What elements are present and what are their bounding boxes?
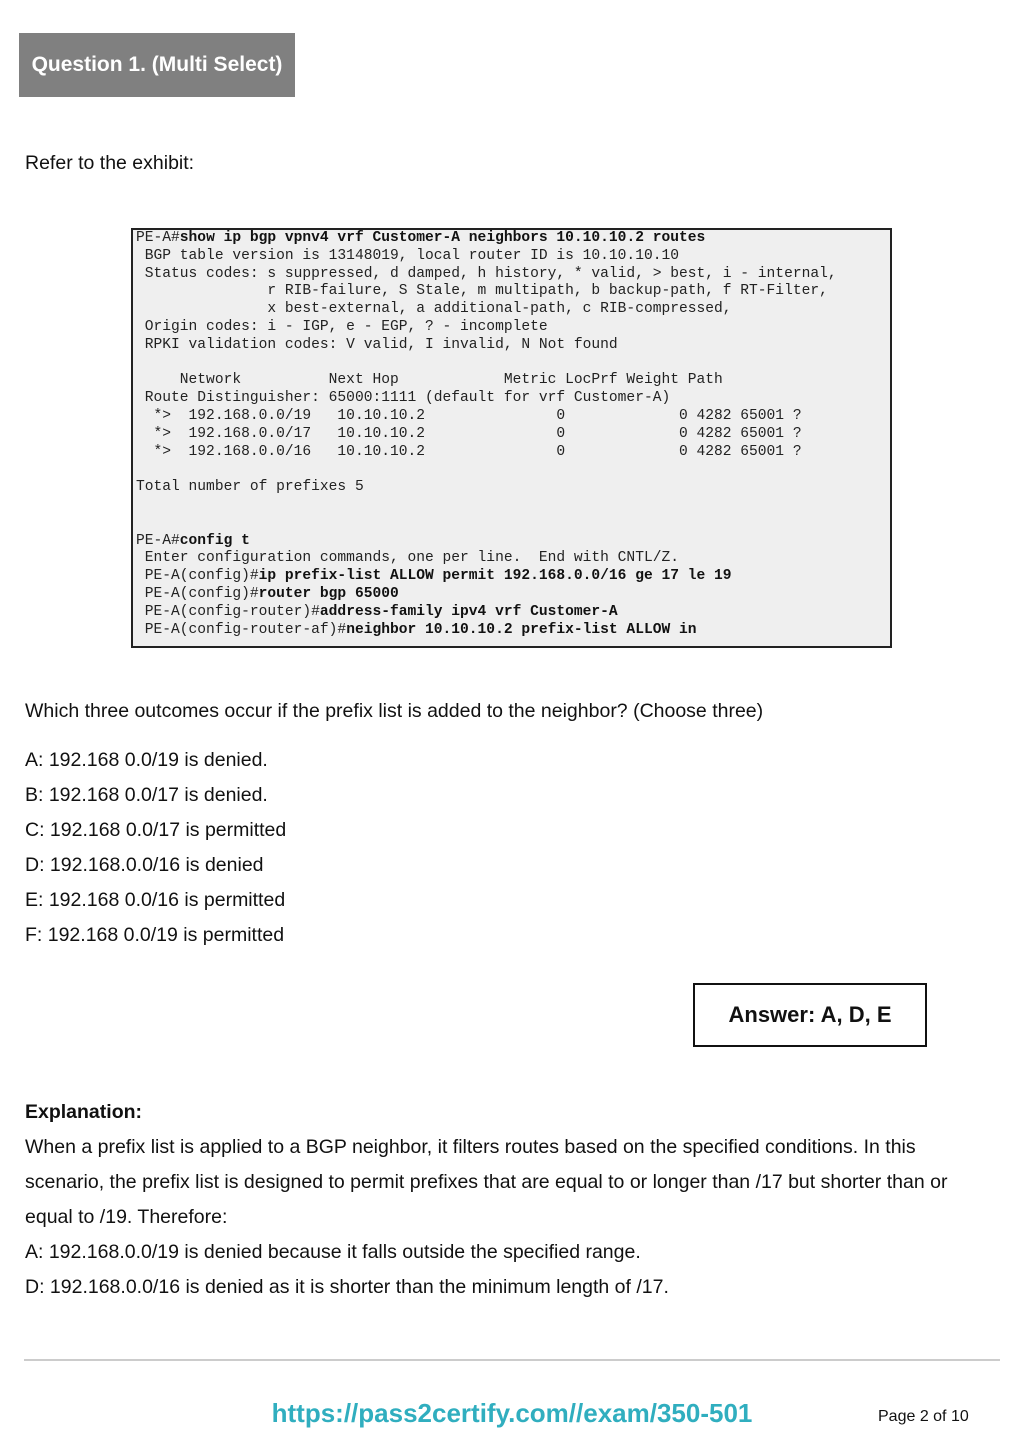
explanation-heading: Explanation: bbox=[25, 1101, 143, 1123]
cli-text: *> 192.168.0.0/16 10.10.10.2 0 0 4282 65001 ? bbox=[136, 443, 802, 460]
exhibit-line bbox=[133, 230, 890, 248]
option-a: A: 192.168 0.0/19 is denied. bbox=[25, 749, 268, 771]
exhibit-line bbox=[133, 533, 890, 551]
exhibit-line bbox=[133, 604, 890, 622]
exhibit-line bbox=[133, 355, 890, 373]
cli-text: Status codes: s suppressed, d damped, h history, * valid, > best, i - internal, bbox=[136, 265, 837, 282]
cli-command: config t bbox=[179, 532, 250, 549]
cli-command: show ip bgp vpnv4 vrf Customer-A neighbors 10.10.10.2 routes bbox=[179, 230, 706, 246]
exhibit-line bbox=[133, 266, 890, 284]
option-b: B: 192.168 0.0/17 is denied. bbox=[25, 784, 268, 806]
cli-text: x best-external, a additional-path, c RIB-compressed, bbox=[136, 301, 732, 318]
cli-command: router bgp 65000 bbox=[258, 585, 399, 602]
cli-prompt: PE-A# bbox=[136, 532, 180, 549]
option-d: D: 192.168.0.0/16 is denied bbox=[25, 854, 264, 876]
cli-text: Total number of prefixes 5 bbox=[136, 479, 364, 496]
question-title: Question 1. (Multi Select) bbox=[19, 33, 295, 97]
explanation-line: A: 192.168.0.0/19 is denied because it falls outside the specified range. bbox=[25, 1241, 641, 1263]
exhibit-line bbox=[133, 337, 890, 355]
exhibit-line bbox=[133, 444, 890, 462]
cli-command: ip prefix-list ALLOW permit 192.168.0.0/16 ge 17 le 19 bbox=[258, 568, 732, 585]
cli-text: RPKI validation codes: V valid, I invalid, N Not found bbox=[136, 336, 618, 353]
cli-prompt: PE-A(config-router-af)# bbox=[136, 621, 347, 638]
cli-prompt: PE-A(config)# bbox=[136, 568, 259, 585]
exhibit-line bbox=[133, 426, 890, 444]
cli-prompt: PE-A(config)# bbox=[136, 585, 259, 602]
exhibit-line bbox=[133, 319, 890, 337]
footer-divider bbox=[24, 1359, 1000, 1361]
footer-link[interactable]: https://pass2certify.com//exam/350-501 bbox=[271, 1398, 753, 1428]
option-f: F: 192.168 0.0/19 is permitted bbox=[25, 924, 285, 946]
cli-text: r RIB-failure, S Stale, m multipath, b backup-path, f RT-Filter, bbox=[136, 283, 828, 300]
exhibit-line bbox=[133, 479, 890, 497]
cli-command: neighbor 10.10.10.2 prefix-list ALLOW in bbox=[346, 621, 697, 638]
exhibit-line bbox=[133, 550, 890, 568]
cli-text: Enter configuration commands, one per line. End with CNTL/Z. bbox=[136, 550, 679, 567]
question-text: Which three outcomes occur if the prefix list is added to the neighbor? (Choose three) bbox=[25, 700, 764, 722]
cli-text: *> 192.168.0.0/17 10.10.10.2 0 0 4282 65001 ? bbox=[136, 425, 802, 442]
answer-box: Answer: A, D, E bbox=[693, 983, 927, 1047]
page-number: Page 2 of 10 bbox=[878, 1408, 969, 1425]
exhibit-line bbox=[133, 283, 890, 301]
option-c: C: 192.168 0.0/17 is permitted bbox=[25, 819, 287, 841]
exhibit-line bbox=[133, 248, 890, 266]
exhibit-line bbox=[133, 461, 890, 479]
cli-prompt: PE-A(config-router)# bbox=[136, 603, 320, 620]
exhibit-line bbox=[133, 586, 890, 604]
explanation-line: scenario, the prefix list is designed to permit prefixes that are equal to or longer than /17 but shorter than or bbox=[25, 1171, 948, 1193]
exhibit-line bbox=[133, 568, 890, 586]
option-e: E: 192.168 0.0/16 is permitted bbox=[25, 889, 286, 911]
cli-text: *> 192.168.0.0/19 10.10.10.2 0 0 4282 65001 ? bbox=[136, 407, 802, 424]
cli-prompt: PE-A# bbox=[136, 230, 180, 246]
exhibit-line bbox=[133, 372, 890, 390]
exhibit-line bbox=[133, 390, 890, 408]
exhibit-cli-output bbox=[131, 228, 892, 648]
intro-text: Refer to the exhibit: bbox=[25, 152, 195, 174]
cli-text: Origin codes: i - IGP, e - EGP, ? - incomplete bbox=[136, 318, 548, 335]
cli-text: BGP table version is 13148019, local router ID is 10.10.10.10 bbox=[136, 247, 679, 264]
exhibit-line bbox=[133, 497, 890, 515]
exhibit-line bbox=[133, 301, 890, 319]
exhibit-line bbox=[133, 408, 890, 426]
cli-command: address-family ipv4 vrf Customer-A bbox=[319, 603, 618, 620]
exhibit-line bbox=[133, 622, 890, 640]
exhibit-line bbox=[133, 515, 890, 533]
cli-text: Network Next Hop Metric LocPrf Weight Path bbox=[136, 372, 723, 389]
explanation-line: When a prefix list is applied to a BGP neighbor, it filters routes based on the specified conditions. In this bbox=[25, 1136, 916, 1158]
explanation-line: equal to /19. Therefore: bbox=[25, 1206, 228, 1228]
explanation-line: D: 192.168.0.0/16 is denied as it is shorter than the minimum length of /17. bbox=[25, 1276, 669, 1298]
cli-text: Route Distinguisher: 65000:1111 (default for vrf Customer-A) bbox=[136, 390, 671, 407]
